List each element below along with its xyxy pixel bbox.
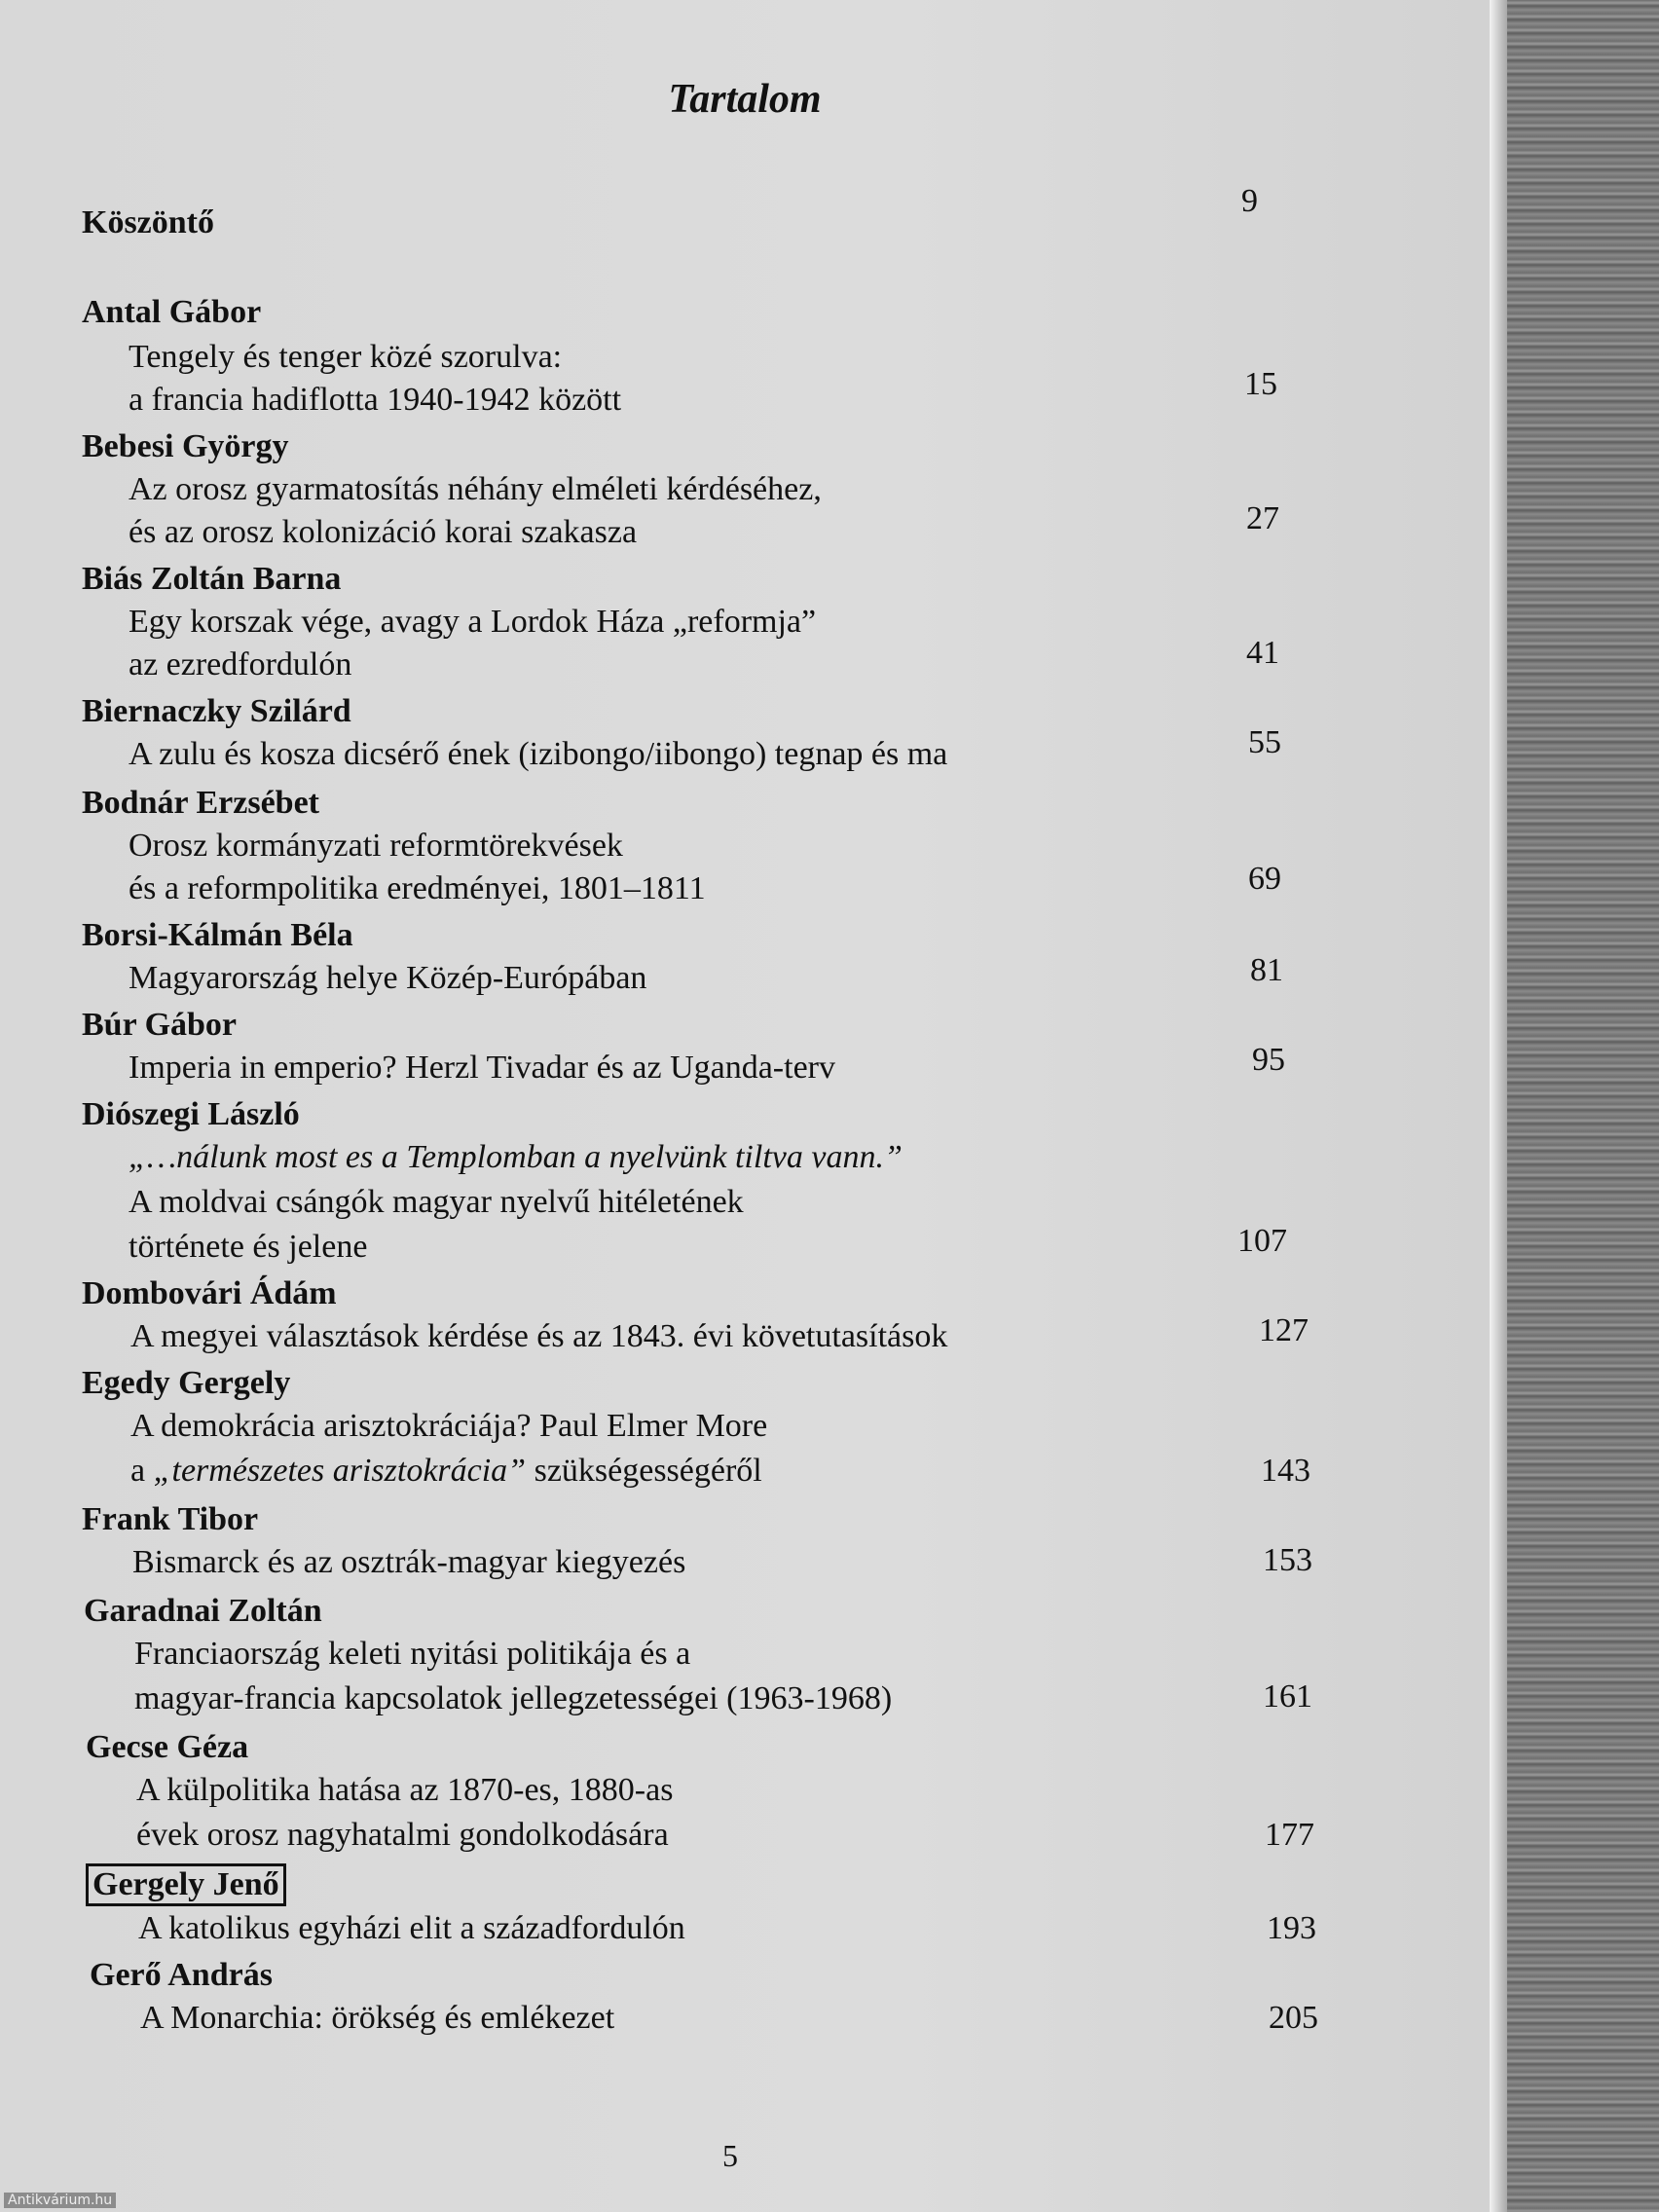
toc-title-line: Franciaország keleti nyitási politikája és a	[134, 1636, 691, 1672]
toc-title-line: magyar-francia kapcsolatok jellegzetességei (1963-1968)	[134, 1680, 893, 1716]
toc-page-number: 95	[1252, 1042, 1285, 1078]
toc-author: Biás Zoltán Barna	[82, 561, 342, 597]
toc-title-line: évek orosz nagyhatalmi gondolkodására	[136, 1817, 669, 1853]
toc-author-highlighted: Gergely Jenő	[86, 1863, 286, 1906]
toc-author: Bodnár Erzsébet	[82, 785, 319, 821]
toc-title-line: Az orosz gyarmatosítás néhány elméleti kérdéséhez,	[129, 471, 822, 507]
toc-title-line: Tengely és tenger közé szorulva:	[129, 339, 563, 375]
toc-title-line-italic: „…nálunk most es a Templomban a nyelvünk tiltva vann.”	[129, 1139, 903, 1175]
toc-title-line: az ezredfordulón	[129, 646, 352, 682]
toc-title-line: A megyei választások kérdése és az 1843. évi követutasítások	[130, 1318, 948, 1354]
toc-page-number: 81	[1250, 952, 1283, 988]
toc-author: Bebesi György	[82, 428, 289, 464]
toc-title-line: Bismarck és az osztrák-magyar kiegyezés	[132, 1544, 686, 1580]
toc-title-line: és az orosz kolonizáció korai szakasza	[129, 514, 638, 550]
page-edges	[1490, 0, 1659, 2212]
toc-page-number: 127	[1259, 1312, 1309, 1348]
toc-author: Búr Gábor	[82, 1007, 238, 1043]
toc-author: Köszöntő	[82, 204, 214, 240]
italic-phrase: „természetes arisztokrácia”	[153, 1453, 527, 1489]
toc-page-number: 205	[1269, 2000, 1318, 2036]
folio-page-number: 5	[722, 2138, 738, 2173]
toc-author: Dombovári Ádám	[82, 1275, 337, 1311]
toc-title-line: A demokrácia arisztokráciája? Paul Elmer More	[130, 1408, 768, 1444]
toc-page-number: 161	[1263, 1678, 1312, 1714]
toc-title-line-mixed: a „természetes arisztokrácia” szükségességéről	[130, 1453, 762, 1489]
toc-title-line: története és jelene	[129, 1229, 368, 1265]
toc-page-number: 107	[1237, 1223, 1287, 1259]
toc-author: Garadnai Zoltán	[84, 1593, 322, 1629]
toc-title-line: A zulu és kosza dicsérő ének (izibongo/iibongo) tegnap és ma	[129, 736, 948, 772]
toc-page-number: 15	[1244, 366, 1277, 402]
toc-title-line: Imperia in emperio? Herzl Tivadar és az Uganda-terv	[129, 1050, 835, 1086]
toc-page-number: 9	[1241, 183, 1258, 219]
toc-author: Gerő András	[90, 1957, 273, 1993]
toc-title-line: Orosz kormányzati reformtörekvések	[129, 828, 623, 864]
toc-page-number: 143	[1261, 1453, 1310, 1489]
toc-author: Frank Tibor	[82, 1501, 259, 1537]
toc-title-line: Egy korszak vége, avagy a Lordok Háza „reformja”	[129, 604, 817, 640]
toc-title-line: A külpolitika hatása az 1870-es, 1880-as	[136, 1772, 674, 1808]
toc-author: Diószegi László	[82, 1096, 300, 1132]
toc-author: Egedy Gergely	[82, 1365, 291, 1401]
toc-author: Borsi-Kálmán Béla	[82, 917, 353, 953]
toc-page-number: 69	[1248, 861, 1281, 897]
toc-title-line: A katolikus egyházi elit a századfordulón	[138, 1910, 685, 1946]
toc-title-line: A moldvai csángók magyar nyelvű hitéletének	[129, 1184, 744, 1220]
toc-author: Biernaczky Szilárd	[82, 693, 351, 729]
toc-page-number: 153	[1263, 1542, 1312, 1578]
toc-author: Gecse Géza	[86, 1729, 249, 1765]
toc-title-line: a francia hadiflotta 1940-1942 között	[129, 382, 622, 418]
toc-page-number: 193	[1267, 1910, 1316, 1946]
toc-page-number: 177	[1265, 1817, 1314, 1853]
page-title: Tartalom	[668, 77, 822, 122]
toc-title-line: Magyarország helye Közép-Európában	[129, 960, 647, 996]
toc-title-line: és a reformpolitika eredményei, 1801–1811	[129, 870, 706, 906]
toc-page-number: 41	[1246, 635, 1279, 671]
toc-title-line: A Monarchia: örökség és emlékezet	[140, 2000, 615, 2036]
toc-page-number: 55	[1248, 724, 1281, 760]
toc-page-number: 27	[1246, 500, 1279, 536]
toc-author: Antal Gábor	[82, 294, 262, 330]
watermark: Antikvárium.hu	[4, 2193, 116, 2208]
